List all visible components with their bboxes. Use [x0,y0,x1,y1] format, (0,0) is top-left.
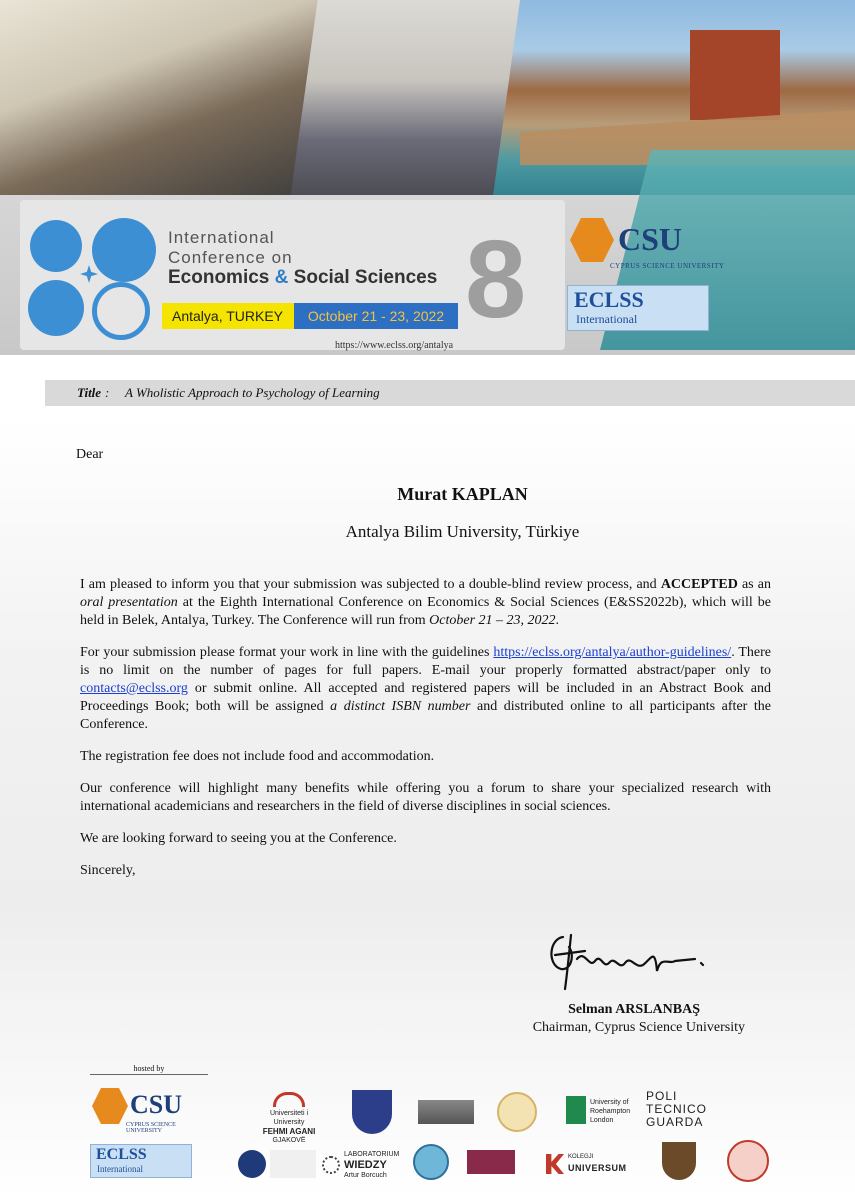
footer-csu-logo: CSU CYPRUS SCIENCE UNIVERSITY [92,1088,202,1132]
csu-hexagon-icon [92,1088,128,1124]
globe-seal-logo [413,1144,449,1180]
paragraph-benefits: Our conference will highlight many benefits while offering you a forum to share your specialized research with international academicians and researchers in the field of diverse disciplines in social sciences. [80,781,771,814]
gold-seal-logo [497,1092,537,1132]
red-seal-logo [727,1140,769,1182]
laboratorium-wiedzy-logo: LABORATORIUM WIEDZY Artur Borcuch [322,1150,394,1180]
paragraph-closing: We are looking forward to seeing you at the Conference. [80,831,397,846]
banner-url[interactable]: https://www.eclss.org/antalya [335,340,454,351]
university-building-logo [418,1100,474,1124]
location-badge: Antalya, TURKEY [162,303,294,329]
csu-hexagon-icon [570,218,614,262]
contact-email-link[interactable]: contacts@eclss.org [80,681,188,696]
roehampton-r-icon [566,1096,586,1124]
recipient-affiliation: Antalya Bilim University, Türkiye [345,522,580,541]
handwritten-signature [545,925,725,995]
salutation: Dear [76,447,104,462]
participants-photo [290,0,520,200]
edition-number: 8 [465,218,527,341]
letter-body [80,576,771,894]
conference-name [168,228,437,288]
csu-logo: CSU CYPRUS SCIENCE UNIVERSITY [570,218,730,274]
conference-line-3: Economics & Social Sciences [168,267,438,288]
footer-eclss-logo: ECLSS International [90,1144,192,1178]
signer-role: Chairman, Cyprus Science University [532,1020,745,1035]
people-icon [92,218,156,282]
growth-chart-icon [30,220,82,272]
closing-word: Sincerely, [80,863,136,878]
globe-icon [92,282,150,340]
dates-badge: October 21 - 23, 2022 [294,303,458,329]
hosted-by-label: hosted by [90,1064,208,1075]
arch-icon [273,1092,305,1107]
paragraph-guidelines: For your submission please format your work in line with the guidelines https://eclss.org/antalya/author-guidelines/. There is no limit on the number of pages for full papers. E-mail your properly formatted abstract/paper only to contacts@eclss.org or submit online. All accepted and registered papers will be included in an Abstract Book and Proceedings Book; both will be assigned a distinct ISBN number and distributed online to all participants after the Conference. [80,645,772,732]
signer-name: Selman ARSLANBAŞ [568,1002,700,1017]
roehampton-logo: University of Roehampton London [566,1096,642,1126]
dots-icon [322,1156,340,1174]
paper-title: A Wholistic Approach to Psychology of Learning [125,385,380,400]
paragraph-fee: The registration fee does not include food and accommodation. [80,749,435,764]
k-letter-icon [546,1154,564,1174]
politecnico-guarda-logo: POLI TECNICO GUARDA [646,1089,707,1129]
shield-crest-logo [662,1142,696,1180]
title-label: Title [77,385,102,400]
university-crest-logo [352,1090,392,1134]
eclss-logo: ECLSS International [567,285,709,331]
conference-room-photo [0,0,330,200]
universum-logo: KOLEGJI UNIVERSUM [546,1152,638,1176]
maroon-university-logo [467,1150,515,1174]
conference-line-2: Conference on [168,248,293,267]
guidelines-link[interactable]: https://eclss.org/antalya/author-guidelines/ [493,645,732,660]
fehmi-agani-logo: Universiteti i University FEHMI AGANI GJAKOVË [258,1092,320,1132]
university-text-logo [270,1150,316,1178]
blue-seal-logo [238,1150,266,1178]
worker-icon [28,280,84,336]
recipient-name: Murat KAPLAN [397,484,528,504]
red-tower-shape [690,30,780,120]
conference-line-1: International [168,228,275,247]
title-colon: : [105,385,110,400]
paragraph-acceptance: I am pleased to inform you that your submission was subjected to a double-blind review process, and ACCEPTED as an oral presentation at the Eighth International Conference on Economics & Social Sciences (E&SS2022b), which will be held in Belek, Antalya, Turkey. The Conference will run from October 21 – 23, 2022. [80,577,771,628]
paper-title-bar [45,380,855,406]
